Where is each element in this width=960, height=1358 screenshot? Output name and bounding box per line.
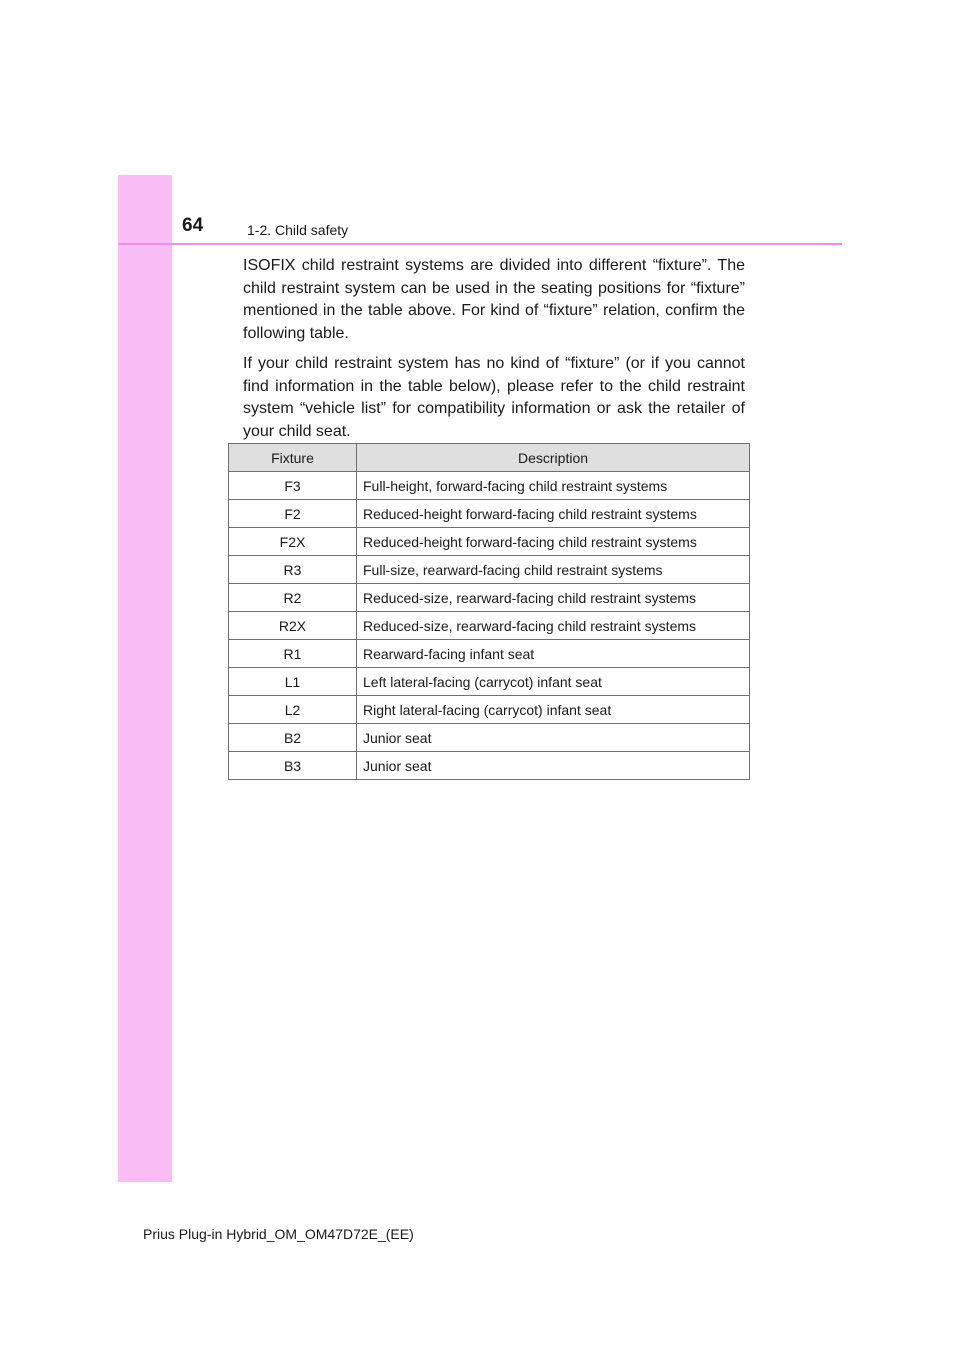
fixture-cell: R2X: [229, 612, 357, 640]
fixture-cell: F2: [229, 500, 357, 528]
section-title: 1-2. Child safety: [247, 222, 349, 238]
description-cell: Reduced-size, rearward-facing child restraint systems: [357, 584, 750, 612]
fixture-cell: B3: [229, 752, 357, 780]
description-cell: Junior seat: [357, 752, 750, 780]
fixture-cell: R3: [229, 556, 357, 584]
body-text: [243, 255, 745, 451]
table-row: [229, 612, 750, 640]
table-row: [229, 640, 750, 668]
description-cell: Reduced-size, rearward-facing child restraint systems: [357, 612, 750, 640]
table-row: [229, 556, 750, 584]
paragraph: If your child restraint system has no kind of “fixture” (or if you cannot find information in the table below), please refer to the child restraint system “vehicle list” for compatibility information or ask the retailer of your child seat.: [243, 355, 745, 440]
paragraph: ISOFIX child restraint systems are divided into different “fixture”. The child restraint system can be used in the seating positions for “fixture” mentioned in the table above. For kind of “fixture” relation, confirm the following table.: [243, 257, 745, 342]
description-cell: Reduced-height forward-facing child restraint systems: [357, 528, 750, 556]
table-row: [229, 584, 750, 612]
fixture-cell: R2: [229, 584, 357, 612]
description-cell: Right lateral-facing (carrycot) infant seat: [357, 696, 750, 724]
description-cell: Full-size, rearward-facing child restraint systems: [357, 556, 750, 584]
description-cell: Rearward-facing infant seat: [357, 640, 750, 668]
side-tab: [118, 175, 172, 1182]
description-cell: Junior seat: [357, 724, 750, 752]
fixture-cell: L2: [229, 696, 357, 724]
table-header-row: [229, 444, 750, 472]
header-fixture: Fixture: [229, 444, 357, 472]
fixture-cell: R1: [229, 640, 357, 668]
fixture-table: [228, 443, 750, 780]
table-row: [229, 500, 750, 528]
table-row: [229, 696, 750, 724]
description-cell: Reduced-height forward-facing child restraint systems: [357, 500, 750, 528]
fixture-cell: F2X: [229, 528, 357, 556]
table-row: [229, 472, 750, 500]
table-row: [229, 528, 750, 556]
table-row: [229, 668, 750, 696]
page-number: 64: [182, 215, 204, 236]
footer-document-id: Prius Plug-in Hybrid_OM_OM47D72E_(EE): [143, 1226, 414, 1242]
header-rule: [118, 243, 842, 245]
table-row: [229, 752, 750, 780]
fixture-cell: B2: [229, 724, 357, 752]
header-description: Description: [357, 444, 750, 472]
fixture-cell: L1: [229, 668, 357, 696]
description-cell: Left lateral-facing (carrycot) infant seat: [357, 668, 750, 696]
fixture-cell: F3: [229, 472, 357, 500]
description-cell: Full-height, forward-facing child restraint systems: [357, 472, 750, 500]
table-row: [229, 724, 750, 752]
